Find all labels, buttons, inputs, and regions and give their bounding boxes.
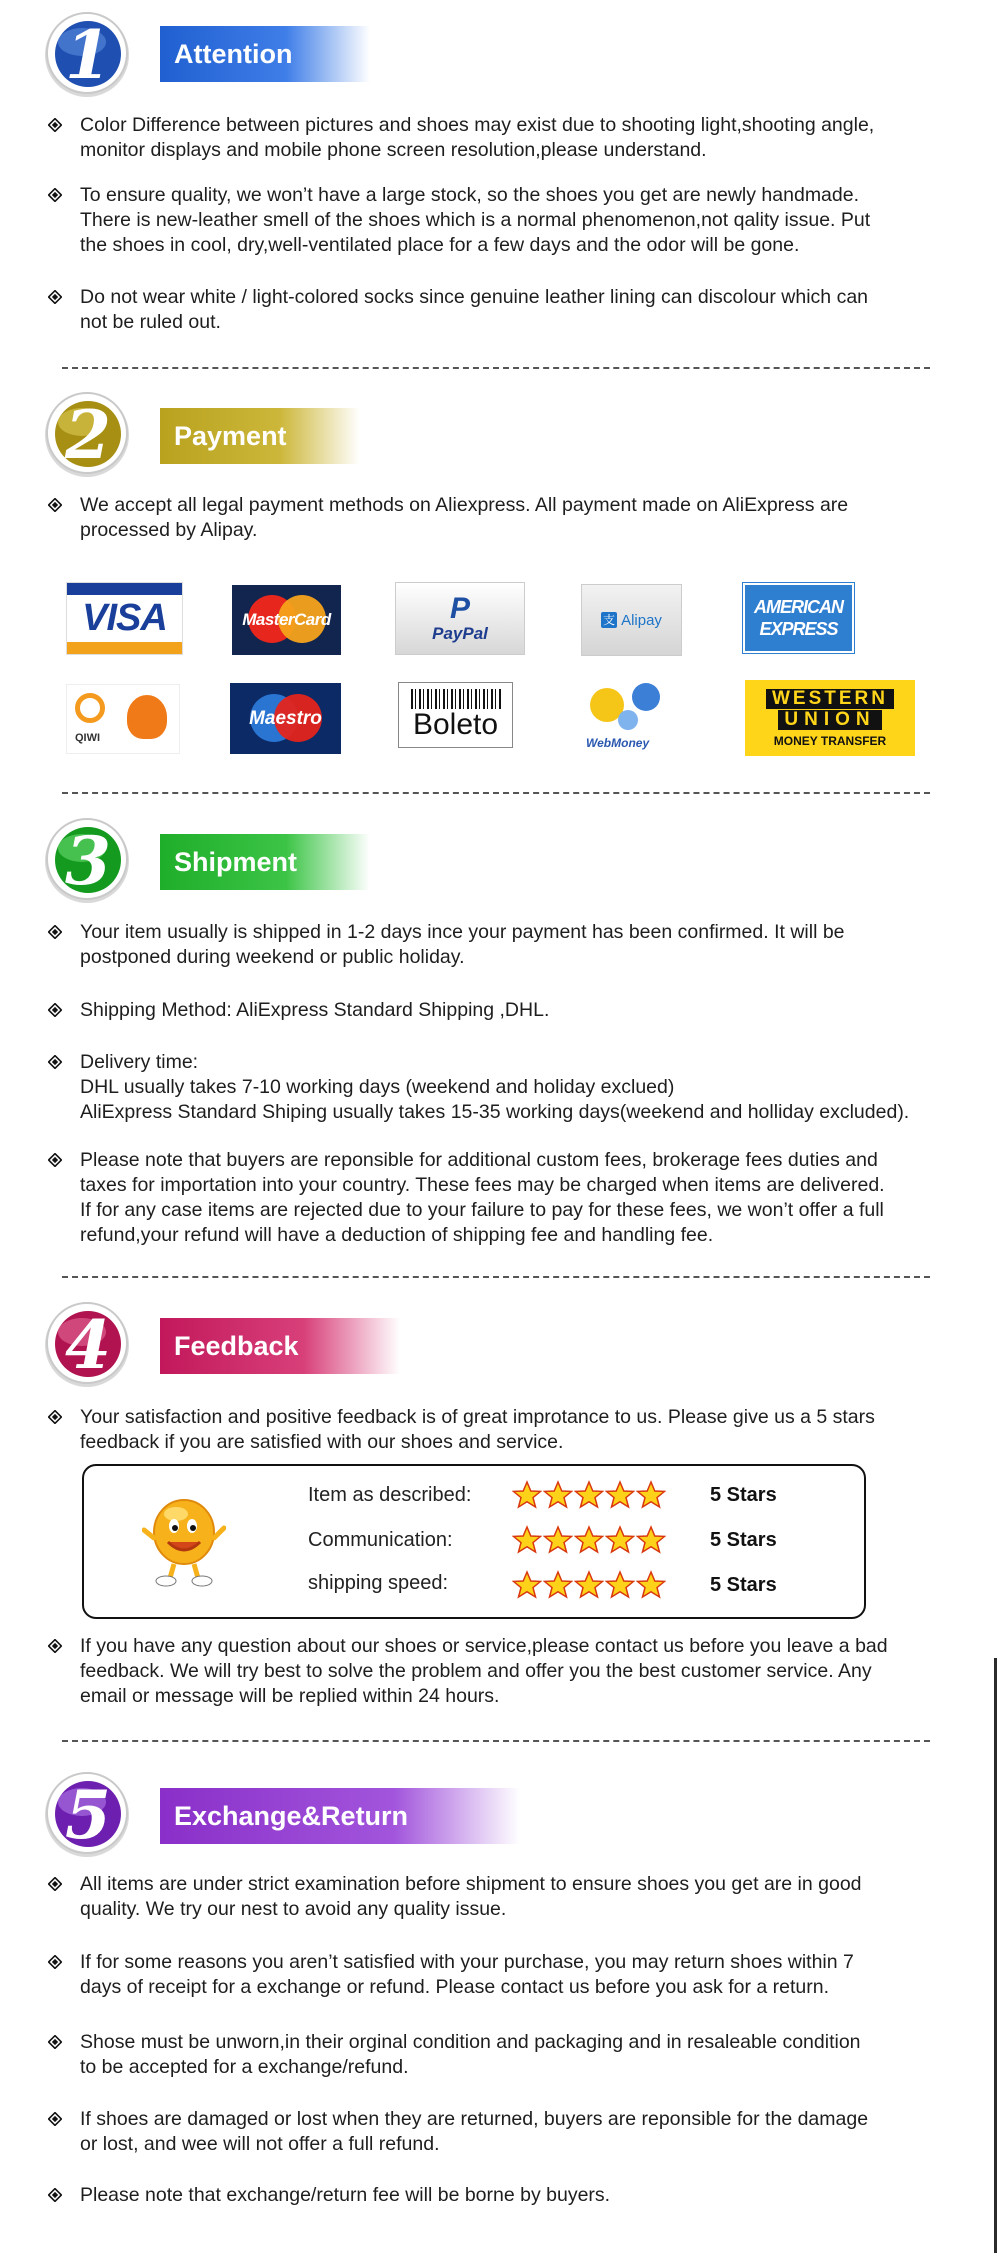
boleto-logo: Boleto — [398, 682, 513, 748]
maestro-logo: Maestro — [230, 683, 341, 754]
exchange-title-banner — [160, 1788, 520, 1844]
shipment-item-1-line-1: Your item usually is shipped in 1-2 days ince your payment has been confirmed. It will be — [80, 921, 845, 943]
rating-value-shipping-speed: 5 Stars — [710, 1574, 777, 1596]
number-1-badge-icon — [42, 8, 132, 98]
exchange-item-2 — [48, 1950, 968, 2000]
exchange-item-4-line-1: If shoes are damaged or lost when they are returned, buyers are reponsible for the damage — [80, 2108, 869, 2130]
feedback-item-2-line-1: If you have any question about our shoes or service,please contact us before you leave a bad — [80, 1635, 888, 1657]
diamond-bullet-icon — [48, 1877, 62, 1891]
section-divider — [62, 1276, 930, 1278]
star-icon — [512, 1570, 542, 1600]
feedback-item-1-line-1: Your satisfaction and positive feedback is of great improtance to us. Please give us a 5 stars — [80, 1406, 875, 1428]
scrollbar-thumb[interactable] — [994, 1658, 997, 2253]
exchange-item-2-line-2: days of receipt for a exchange or refund. Please contact us before you ask for a return. — [80, 1976, 830, 1998]
attention-item-2-line-3: the shoes in cool, dry,well-ventilated place for a few days and the odor will be gone. — [80, 234, 800, 256]
section-divider — [62, 1740, 930, 1742]
diamond-bullet-icon — [48, 1055, 62, 1069]
shipment-item-2 — [48, 998, 968, 1023]
diamond-bullet-icon — [48, 2112, 62, 2126]
smiley-mascot-icon — [142, 1492, 226, 1588]
feedback-item-1-line-2: feedback if you are satisfied with our shoes and service. — [80, 1431, 564, 1453]
shipment-item-4-line-1: Please note that buyers are reponsible for additional custom fees, brokerage fees duties and — [80, 1149, 878, 1171]
attention-item-3 — [48, 285, 968, 335]
attention-item-1-line-1: Color Difference between pictures and shoes may exist due to shooting light,shooting angle, — [80, 114, 875, 136]
star-icon — [605, 1570, 635, 1600]
attention-item-2 — [48, 183, 968, 258]
shipment-item-2-line-1: Shipping Method: AliExpress Standard Shipping ,DHL. — [80, 999, 550, 1021]
feedback-item-2-line-3: email or message will be replied within 24 hours. — [80, 1685, 500, 1707]
section-divider — [62, 792, 930, 794]
shipment-item-1 — [48, 920, 968, 970]
diamond-bullet-icon — [48, 188, 62, 202]
attention-item-3-line-1: Do not wear white / light-colored socks since genuine leather lining can discolour which can — [80, 286, 869, 308]
mastercard-logo: MasterCard — [232, 585, 341, 655]
number-4-badge-icon — [42, 1298, 132, 1388]
diamond-bullet-icon — [48, 1153, 62, 1167]
american-express-logo: AMERICAN EXPRESS — [743, 583, 854, 653]
diamond-bullet-icon — [48, 1003, 62, 1017]
section-divider — [62, 367, 930, 369]
diamond-bullet-icon — [48, 118, 62, 132]
rating-box — [82, 1464, 866, 1619]
star-icon — [636, 1570, 666, 1600]
exchange-item-5-line-1: Please note that exchange/return fee will be borne by buyers. — [80, 2184, 611, 2206]
exchange-item-1 — [48, 1872, 968, 1922]
feedback-item-2-line-2: feedback. We will try best to solve the problem and offer you the best customer service. Any — [80, 1660, 872, 1682]
shipment-item-4 — [48, 1148, 968, 1248]
number-5-badge-icon — [42, 1768, 132, 1858]
shipment-title-banner — [160, 834, 370, 890]
visa-logo: VISA — [66, 582, 183, 655]
exchange-item-3 — [48, 2030, 968, 2080]
rating-label-item-as-described: Item as described: — [308, 1484, 472, 1506]
star-icon — [512, 1525, 542, 1555]
number-3-badge-icon — [42, 814, 132, 904]
rating-value-item-as-described: 5 Stars — [710, 1484, 777, 1506]
shipment-item-4-line-4: refund,your refund will have a deduction of shipping fee and handling fee. — [80, 1224, 714, 1246]
feedback-title: Feedback — [174, 1331, 299, 1361]
exchange-item-4 — [48, 2107, 968, 2157]
attention-title: Attention — [174, 39, 293, 69]
number-2-badge-icon — [42, 388, 132, 478]
star-icon — [636, 1480, 666, 1510]
shipment-title: Shipment — [174, 847, 298, 877]
payment-title: Payment — [174, 421, 287, 451]
rating-label-communication: Communication: — [308, 1529, 453, 1551]
attention-item-1 — [48, 113, 968, 163]
svg-text:5: 5 — [65, 1776, 111, 1854]
exchange-item-1-line-1: All items are under strict examination before shipment to ensure shoes you get are in good — [80, 1873, 862, 1895]
rating-label-shipping-speed: shipping speed: — [308, 1572, 449, 1594]
shipment-item-3-line-2: DHL usually takes 7-10 working days (weekend and holiday exclued) — [80, 1076, 675, 1098]
exchange-title: Exchange&Return — [174, 1801, 409, 1831]
feedback-title-banner — [160, 1318, 400, 1374]
svg-text:4: 4 — [65, 1306, 111, 1384]
star-icon — [636, 1525, 666, 1555]
diamond-bullet-icon — [48, 1955, 62, 1969]
diamond-bullet-icon — [48, 925, 62, 939]
rating-stars-communication — [512, 1525, 667, 1555]
svg-text:3: 3 — [65, 822, 111, 900]
star-icon — [574, 1480, 604, 1510]
diamond-bullet-icon — [48, 1410, 62, 1424]
shipment-item-4-line-3: If for any case items are rejected due to your failure to pay for these fees, we won’t offer a full — [80, 1199, 884, 1221]
star-icon — [543, 1525, 573, 1555]
diamond-bullet-icon — [48, 498, 62, 512]
payment-item-1-line-1: We accept all legal payment methods on Aliexpress. All payment made on AliExpress are — [80, 494, 849, 516]
diamond-bullet-icon — [48, 290, 62, 304]
feedback-item-1 — [48, 1405, 968, 1455]
paypal-logo: P PayPal — [395, 582, 525, 655]
webmoney-logo: WebMoney — [582, 678, 682, 756]
star-icon — [543, 1570, 573, 1600]
payment-title-banner — [160, 408, 360, 464]
rating-stars-item-as-described — [512, 1480, 667, 1510]
svg-text:2: 2 — [65, 396, 111, 474]
feedback-item-2 — [48, 1634, 968, 1709]
attention-title-banner — [160, 26, 370, 82]
alipay-logo: 支 Alipay — [581, 584, 682, 656]
attention-item-2-line-2: There is new-leather smell of the shoes which is a normal phenomenon,not qality issue. Put — [80, 209, 871, 231]
star-icon — [574, 1525, 604, 1555]
exchange-item-5 — [48, 2183, 968, 2208]
star-icon — [605, 1525, 635, 1555]
shipment-item-4-line-2: taxes for importation into your country. These fees may be charged when items are delivered. — [80, 1174, 885, 1196]
exchange-item-4-line-2: or lost, and wee will not offer a full refund. — [80, 2133, 440, 2155]
shipment-item-3 — [48, 1050, 968, 1125]
rating-value-communication: 5 Stars — [710, 1529, 777, 1551]
star-icon — [574, 1570, 604, 1600]
payment-item-1-line-2: processed by Alipay. — [80, 519, 258, 541]
attention-item-1-line-2: monitor displays and mobile phone screen resolution,please understand. — [80, 139, 707, 161]
attention-item-3-line-2: not be ruled out. — [80, 311, 221, 333]
shipment-item-1-line-2: postponed during weekend or public holiday. — [80, 946, 465, 968]
star-icon — [605, 1480, 635, 1510]
qiwi-logo: QIWI — [66, 684, 180, 754]
payment-item-1 — [48, 493, 968, 543]
diamond-bullet-icon — [48, 2035, 62, 2049]
shipment-item-3-line-3: AliExpress Standard Shiping usually takes 15-35 working days(weekend and holliday excluded). — [80, 1101, 910, 1123]
exchange-item-2-line-1: If for some reasons you aren’t satisfied with your purchase, you may return shoes within 7 — [80, 1951, 854, 1973]
star-icon — [512, 1480, 542, 1510]
rating-stars-shipping-speed — [512, 1570, 667, 1600]
exchange-item-3-line-2: to be accepted for a exchange/refund. — [80, 2056, 409, 2078]
exchange-item-3-line-1: Shose must be unworn,in their orginal condition and packaging and in resaleable condition — [80, 2031, 861, 2053]
svg-text:1: 1 — [65, 16, 111, 94]
diamond-bullet-icon — [48, 2188, 62, 2202]
exchange-item-1-line-2: quality. We try our nest to avoid any quality issue. — [80, 1898, 507, 1920]
star-icon — [543, 1480, 573, 1510]
attention-item-2-line-1: To ensure quality, we won’t have a large stock, so the shoes you get are newly handmade. — [80, 184, 860, 206]
western-union-logo: WESTERN UNION MONEY TRANSFER — [745, 680, 915, 756]
diamond-bullet-icon — [48, 1639, 62, 1653]
shipment-item-3-line-1: Delivery time: — [80, 1051, 199, 1073]
